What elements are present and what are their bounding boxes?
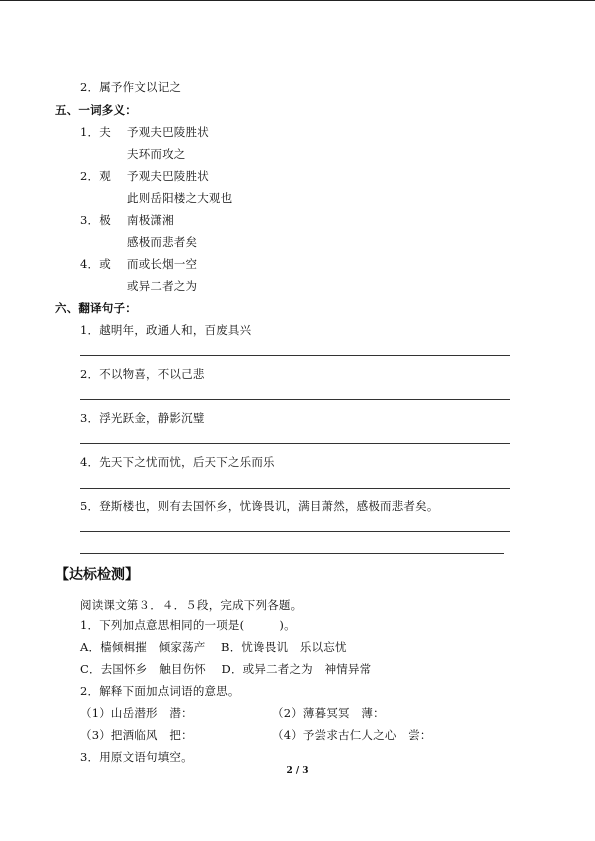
options-a-b: A．樯倾楫摧 倾家荡产 B．忧谗畏讥 乐以忘忧	[80, 640, 347, 654]
section-5-title: 五、一词多义：	[55, 103, 137, 117]
translate-sentence-1: 1．越明年，政通人和，百废具兴	[80, 323, 252, 337]
word-item-2: （2）薄暮冥冥 薄：	[272, 706, 385, 720]
sec5-item-2-number: 2．观	[80, 169, 111, 183]
dabiao-question-2: 2．解释下面加点词语的意思。	[80, 684, 240, 698]
word-item-1: （1）山岳潜形 潜：	[80, 706, 193, 720]
answer-line-3[interactable]	[80, 443, 510, 444]
sec5-item-4-sentence-a: 而或长烟一空	[127, 257, 198, 271]
word-item-4: （4）予尝求古仁人之心 尝：	[272, 728, 432, 742]
answer-line-4[interactable]	[80, 488, 510, 489]
answer-line-5a[interactable]	[80, 531, 510, 532]
upper-question-2: 2．属予作文以记之	[80, 80, 182, 94]
dabiao-question-3: 3．用原文语句填空。	[80, 750, 193, 764]
answer-line-5b[interactable]	[80, 553, 504, 554]
sec5-item-4-number: 4．或	[80, 257, 111, 271]
sec5-item-1-sentence-a: 予观夫巴陵胜状	[127, 125, 209, 139]
answer-line-2[interactable]	[80, 399, 510, 400]
translate-sentence-5: 5．登斯楼也，则有去国怀乡，忧谗畏讥，满目萧然，感极而悲者矣。	[80, 499, 439, 513]
answer-line-1[interactable]	[80, 355, 510, 356]
sec5-item-3-number: 3．极	[80, 213, 111, 227]
sec5-item-2-sentence-b: 此则岳阳楼之大观也	[127, 191, 233, 205]
top-border-line	[0, 0, 595, 1]
sec5-item-4-sentence-b: 或异二者之为	[127, 279, 198, 293]
dabiao-question-1: 1．下列加点意思相同的一项是( )。	[80, 618, 296, 632]
sec5-item-3-sentence-b: 感极而悲者矣	[127, 235, 198, 249]
options-c-d: C．去国怀乡 触目伤怀 D．或异二者之为 神情异常	[80, 662, 372, 676]
dabiao-section-title: 【达标检测】	[55, 567, 139, 583]
page-number: 2 / 3	[286, 766, 309, 776]
sec5-item-3-sentence-a: 南极潇湘	[127, 213, 174, 227]
dabiao-intro: 阅读课文第３．４．５段，完成下列各题。	[80, 598, 303, 612]
translate-sentence-3: 3．浮光跃金，静影沉璧	[80, 411, 205, 425]
translate-sentence-2: 2．不以物喜，不以己悲	[80, 367, 205, 381]
section-6-title: 六、翻译句子：	[55, 301, 137, 315]
translate-sentence-4: 4．先天下之忧而忧，后天下之乐而乐	[80, 455, 275, 469]
sec5-item-1-number: 1．夫	[80, 125, 111, 139]
sec5-item-1-sentence-b: 夫环而攻之	[127, 147, 186, 161]
sec5-item-2-sentence-a: 予观夫巴陵胜状	[127, 169, 209, 183]
word-item-3: （3）把酒临风 把：	[80, 728, 193, 742]
